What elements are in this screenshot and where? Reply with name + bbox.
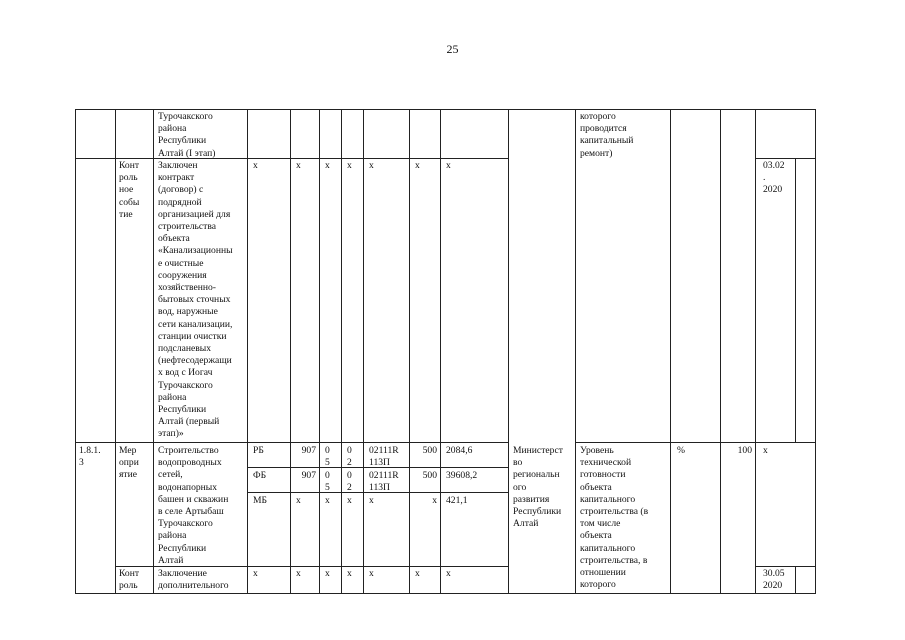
control-event-name: Заключен контракт (договор) с подрядной организацией для строительства объекта «Канализационны е очистные сооружения хозяйственно- бытовых сточных вод, наружные сети канализации, станции очистки подсланевых (нефтесодержащи х вод с Иогач Турочакского района Республики Алтай (первый этап)» — [158, 160, 233, 440]
control-event-x: х — [253, 568, 258, 579]
indicator-name: Уровень технической готовности объекта капитального строительства (в том числе объекта капитального строительства, в отношении которого — [580, 445, 649, 591]
control-event-date: 03.02 . 2020 — [763, 160, 785, 196]
expense-type-code: 500 — [422, 470, 437, 481]
control-event-type: Конт роль — [119, 568, 140, 592]
target-article-code: 02111R 113П — [369, 470, 399, 494]
control-event-x: х — [415, 160, 420, 171]
target-article-code: х — [369, 495, 374, 506]
col-border — [795, 158, 796, 442]
control-event-x: х — [296, 160, 301, 171]
control-event-x: х — [446, 568, 451, 579]
col-border — [290, 109, 291, 594]
table-right-border — [815, 109, 816, 594]
col-border — [670, 109, 671, 594]
indicator-continued: которого проводится капитальный ремонт) — [580, 111, 634, 159]
funding-source: ФБ — [253, 470, 267, 481]
page-number: 25 — [446, 42, 459, 56]
funding-amount: 39608,2 — [446, 470, 478, 481]
funding-source: РБ — [253, 445, 264, 456]
control-event-x: х — [347, 160, 352, 171]
control-event-x: х — [325, 160, 330, 171]
col-border — [409, 109, 410, 594]
event-name-continued: Турочакского района Республики Алтай (I этап) — [158, 111, 216, 159]
grbs-code: 907 — [301, 470, 316, 481]
expense-type-code: х — [432, 495, 437, 506]
col-border — [440, 109, 441, 594]
indicator-unit: % — [677, 445, 685, 456]
funding-amount: 421,1 — [446, 495, 468, 506]
control-event-x: х — [253, 160, 258, 171]
row-divider — [75, 442, 508, 443]
grbs-code: 907 — [301, 445, 316, 456]
expense-type-code: 500 — [422, 445, 437, 456]
control-event-x: х — [446, 160, 451, 171]
subsection-code: 0 2 — [347, 470, 352, 494]
indicator-mark: х — [763, 445, 768, 456]
event-type: Мер опри ятие — [119, 445, 139, 481]
control-event-x: х — [296, 568, 301, 579]
grbs-code: х — [296, 495, 301, 506]
control-event-x: х — [347, 568, 352, 579]
executor: Министерст во региональн ого развития Республики Алтай — [513, 445, 563, 530]
col-border — [720, 109, 721, 594]
control-event-name: Заключение дополнительного — [158, 568, 229, 592]
control-event-x: х — [369, 568, 374, 579]
control-event-x: х — [415, 568, 420, 579]
control-event-x: х — [369, 160, 374, 171]
col-border — [341, 109, 342, 594]
subsection-code: 0 2 — [347, 445, 352, 469]
control-event-date: 30.05 2020 — [763, 568, 785, 592]
col-border — [755, 109, 756, 594]
funding-source: МБ — [253, 495, 268, 506]
section-code: х — [325, 495, 330, 506]
col-border — [75, 109, 76, 594]
col-border — [319, 109, 320, 594]
col-border — [247, 109, 248, 594]
funding-amount: 2084,6 — [446, 445, 473, 456]
col-border — [575, 109, 576, 594]
event-number: 1.8.1. 3 — [79, 445, 101, 469]
section-code: 0 5 — [325, 445, 330, 469]
col-border — [795, 566, 796, 593]
event-name: Строительство водопроводных сетей, водонапорных башен и скважин в селе Артыбаш Турочакского района Республики Алтай — [158, 445, 229, 566]
row-divider — [575, 442, 815, 443]
control-event-x: х — [325, 568, 330, 579]
col-border — [153, 109, 154, 594]
control-event-type: Конт роль ное собы тие — [119, 160, 140, 220]
section-code: 0 5 — [325, 470, 330, 494]
col-border — [508, 109, 509, 594]
col-border — [363, 109, 364, 594]
target-article-code: 02111R 113П — [369, 445, 399, 469]
subsection-code: х — [347, 495, 352, 506]
indicator-target: 100 — [737, 445, 752, 456]
